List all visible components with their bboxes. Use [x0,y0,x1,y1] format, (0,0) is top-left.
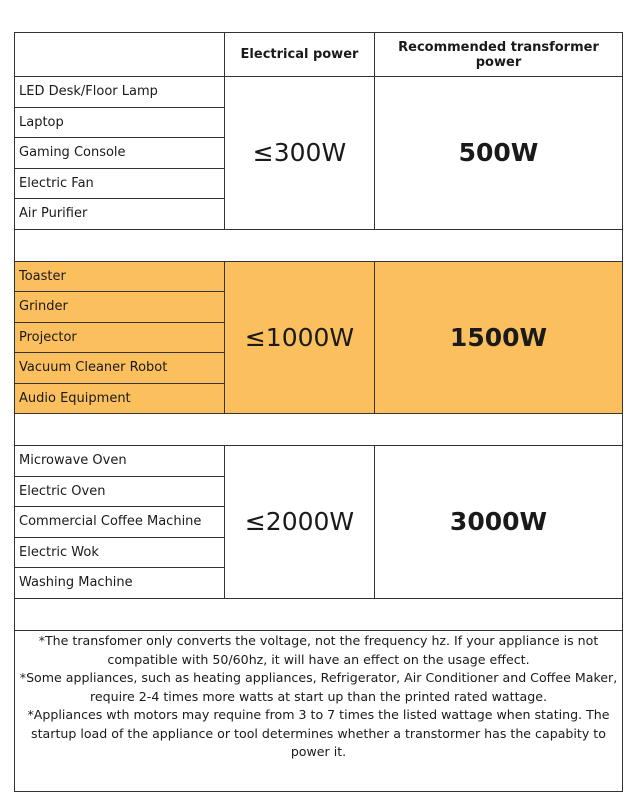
appliance-cell: Commercial Coffee Machine [15,507,225,538]
header-transformer-power: Recommended transformer power [375,33,623,77]
header-electrical-power: Electrical power [225,33,375,77]
power-cell: ≤300W [225,77,375,230]
header-appliance [15,33,225,77]
appliance-cell: Electric Wok [15,537,225,568]
table-row [15,261,623,292]
appliance-cell: Electric Oven [15,476,225,507]
appliance-cell: Toaster [15,261,225,292]
appliance-cell: Electric Fan [15,168,225,199]
spacer-row [15,229,623,261]
transformer-table [14,32,623,631]
transformer-cell: 1500W [375,261,623,414]
appliance-cell: Grinder [15,292,225,323]
spacer-cell [15,229,623,261]
footnote: *Appliances wth motors may requine from 3 to 7 times the listed wattage when stating. The startup load of the appliance or tool determines whether a transtormer has the capabity to power it. [27,707,610,759]
appliance-cell: Air Purifier [15,199,225,230]
appliance-cell: Microwave Oven [15,446,225,477]
spacer-row [15,414,623,446]
spacer-row [15,598,623,630]
footnote: *The transfomer only converts the voltage, not the frequency hz. If your appliance is not compatible with 50/60hz, it will have an effect on the usage effect. [38,633,599,667]
power-cell: ≤2000W [225,446,375,599]
header-row [15,33,623,77]
appliance-cell: Washing Machine [15,568,225,599]
spacer-cell [15,598,623,630]
appliance-cell: Vacuum Cleaner Robot [15,353,225,384]
appliance-cell: Gaming Console [15,138,225,169]
appliance-cell: Laptop [15,107,225,138]
transformer-cell: 3000W [375,446,623,599]
appliance-cell: Projector [15,322,225,353]
spacer-cell [15,414,623,446]
appliance-cell: LED Desk/Floor Lamp [15,77,225,108]
power-cell: ≤1000W [225,261,375,414]
table-row [15,77,623,108]
transformer-cell: 500W [375,77,623,230]
footnote: *Some appliances, such as heating appliances, Refrigerator, Air Conditioner and Coffee Maker, require 2-4 times more watts at start up than the printed rated wattage. [19,670,618,704]
footnotes [16,632,621,762]
appliance-cell: Audio Equipment [15,383,225,414]
table-row [15,446,623,477]
